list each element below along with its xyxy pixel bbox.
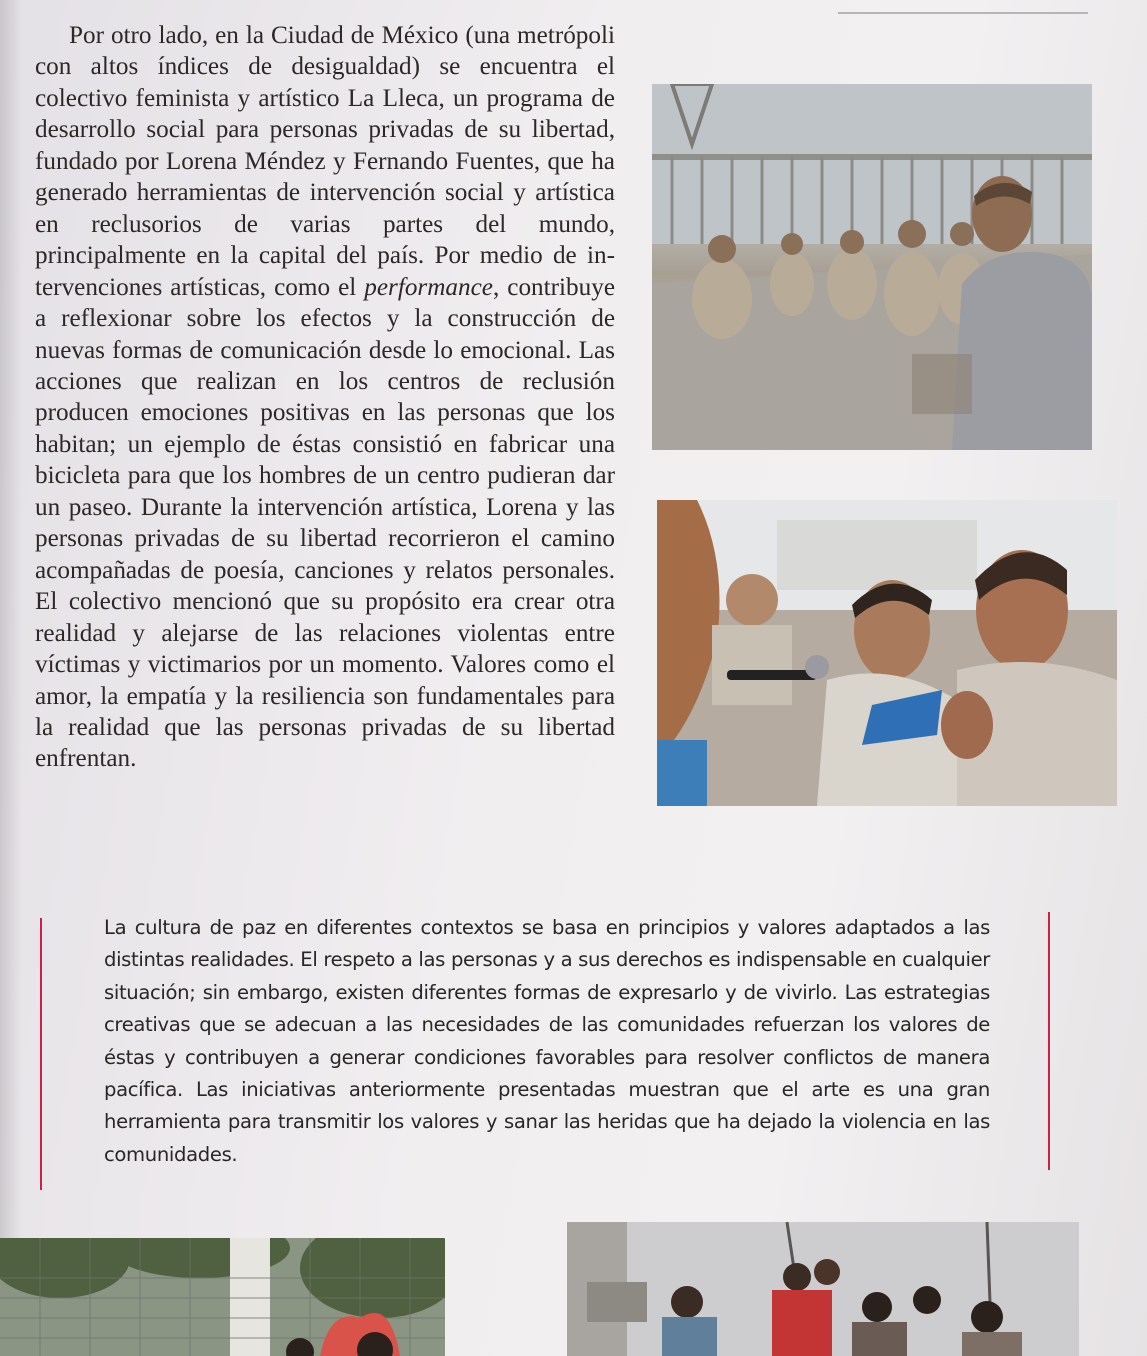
body-paragraph xyxy=(35,20,615,775)
body-paragraph-start: Por otro lado, en la Ciudad de México (una metrópoli con altos índices de desigualdad) se encuentra el colectivo feminista y artístico La Lleca, un programa de desarrollo social para personas privadas de su libertad, fundado por Lorena Méndez y Fernando Fuentes, que ha generado herramientas de intervención social y artística en reclusorios de varias partes del mundo, principalmente en la capital del país. Por medio de intervenciones artísticas, como el xyxy=(35,22,615,301)
photo-rooftop-circle xyxy=(652,84,1092,450)
header-rule xyxy=(838,12,1088,14)
photo-outdoor-group xyxy=(0,1238,445,1356)
photo-indoor-gathering xyxy=(567,1222,1079,1356)
callout-right-border xyxy=(1048,912,1050,1170)
italic-term: performance xyxy=(364,273,493,301)
body-paragraph-end: , contribuye a reflexionar sobre los efectos y la construcción de nuevas formas de comunicación desde lo emocional. Las acciones que realizan en los centros de reclusión producen emociones positivas en las personas que los habitan; un ejemplo de éstas consistió en fabricar una bicicleta para que los hombres de un centro pudieran dar un paseo. Durante la intervención artística, Lorena y las personas privadas de su libertad recorrieron el camino acompañadas de poesía, canciones y relatos personales. El colectivo mencionó que su propósito era crear otra realidad y alejarse de las relaciones violentas entre víctimas y victimarios por un momento. Valores como el amor, la empatía y la resiliencia son fundamentales para la realidad que las personas privadas de su libertad enfrentan. xyxy=(35,273,615,773)
photo-microphone-interview xyxy=(657,500,1117,806)
callout-left-border xyxy=(40,918,42,1190)
callout-text: La cultura de paz en diferentes contextos se basa en principios y valores adaptados a las distintas realidades. El respeto a las personas y a sus derechos es indispensable en cualquier situación; sin embargo, existen diferentes formas de expresarlo y de vivirlo. Las estrategias creativas que se adecuan a las necesidades de las comunidades refuerzan los valores de éstas y contribuyen a generar condiciones favorables para resolver conflictos de manera pacífica. Las iniciativas anteriormente presentadas muestran que el arte es una gran herramienta para transmitir los valores y sanar las heridas que ha dejado la violencia en las comunidades. xyxy=(104,916,990,1166)
page-gutter-shadow xyxy=(0,0,22,1356)
